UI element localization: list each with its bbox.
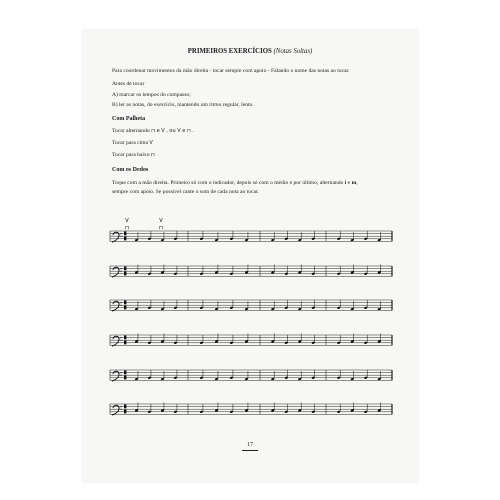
clef-dot <box>120 268 121 269</box>
time-signature-bottom <box>124 410 126 414</box>
palheta-down: Tocar para baixo ⊓ <box>112 152 155 158</box>
time-signature-top <box>124 267 126 271</box>
section-palheta: Com Palheta <box>112 116 146 122</box>
clef-dot <box>120 305 121 306</box>
time-signature-bottom <box>124 306 126 310</box>
page-number: 17 <box>247 442 253 448</box>
section-dedos: Com os Dedos <box>112 167 149 173</box>
page-number-rule <box>242 450 258 451</box>
time-signature-top <box>124 232 126 236</box>
time-signature-top <box>124 371 126 375</box>
up-bow-mark: V <box>125 218 129 224</box>
time-signature-top <box>124 405 126 409</box>
time-signature-bottom <box>124 237 126 241</box>
time-signature-bottom <box>124 341 126 345</box>
title-note: (Notas Soltas) <box>273 48 313 55</box>
palheta-alternate: Tocar alternando ⊓ e V , ou V e ⊓ . <box>112 128 194 134</box>
staff-system <box>110 334 392 347</box>
bow-symbols: ⊓ e V , ou V e ⊓ . <box>151 128 194 134</box>
staff-system <box>110 265 392 278</box>
dedos-line-2: sempre com apoio. Se possível cante o som de cada nota ao tocar. <box>112 189 259 195</box>
down-bow-mark-2: ⊓ <box>159 225 163 231</box>
staff-system <box>110 231 392 242</box>
clef-dot <box>120 406 121 407</box>
time-signature-top <box>124 336 126 340</box>
clef-dot <box>120 236 121 237</box>
time-signature-bottom <box>124 272 126 276</box>
music-score <box>82 30 418 482</box>
down-bow-icon: ⊓ <box>150 152 155 158</box>
staff-system <box>110 370 392 381</box>
clef-dot <box>120 375 121 376</box>
page-title: PRIMEIROS EXERCÍCIOS (Notas Soltas) <box>187 48 313 55</box>
up-bow-icon: V <box>149 140 153 146</box>
clef-dot <box>120 372 121 373</box>
sheet-page <box>82 30 418 482</box>
clef-dot <box>120 340 121 341</box>
time-signature-bottom <box>124 376 126 380</box>
clef-dot <box>120 271 121 272</box>
step-a: A) marcar os tempos do compasso; <box>112 92 191 98</box>
step-b: B) ler as notas, do exercício, mantendo um ritmo regular, lento. <box>112 102 254 108</box>
intro-line-2: Antes de tocar <box>112 81 145 87</box>
clef-dot <box>120 233 121 234</box>
palheta-up: Tocar para cima V <box>112 140 153 146</box>
down-bow-mark: ⊓ <box>125 225 129 231</box>
up-bow-mark-2: V <box>159 218 163 224</box>
clef-dot <box>120 302 121 303</box>
staff-system <box>110 403 392 416</box>
time-signature-top <box>124 301 126 305</box>
clef-dot <box>120 409 121 410</box>
staff-system <box>110 300 392 311</box>
clef-dot <box>120 337 121 338</box>
intro-line-1: Para coordenar movimentos da mão direita - tocar sempre com apoio - Falando o nome das notas ao tocar. <box>112 68 350 74</box>
dedos-line-1: Toque com a mão direita. Primeiro só com o indicador, depois só com o médio e por último, alternando i e m, <box>112 180 358 186</box>
